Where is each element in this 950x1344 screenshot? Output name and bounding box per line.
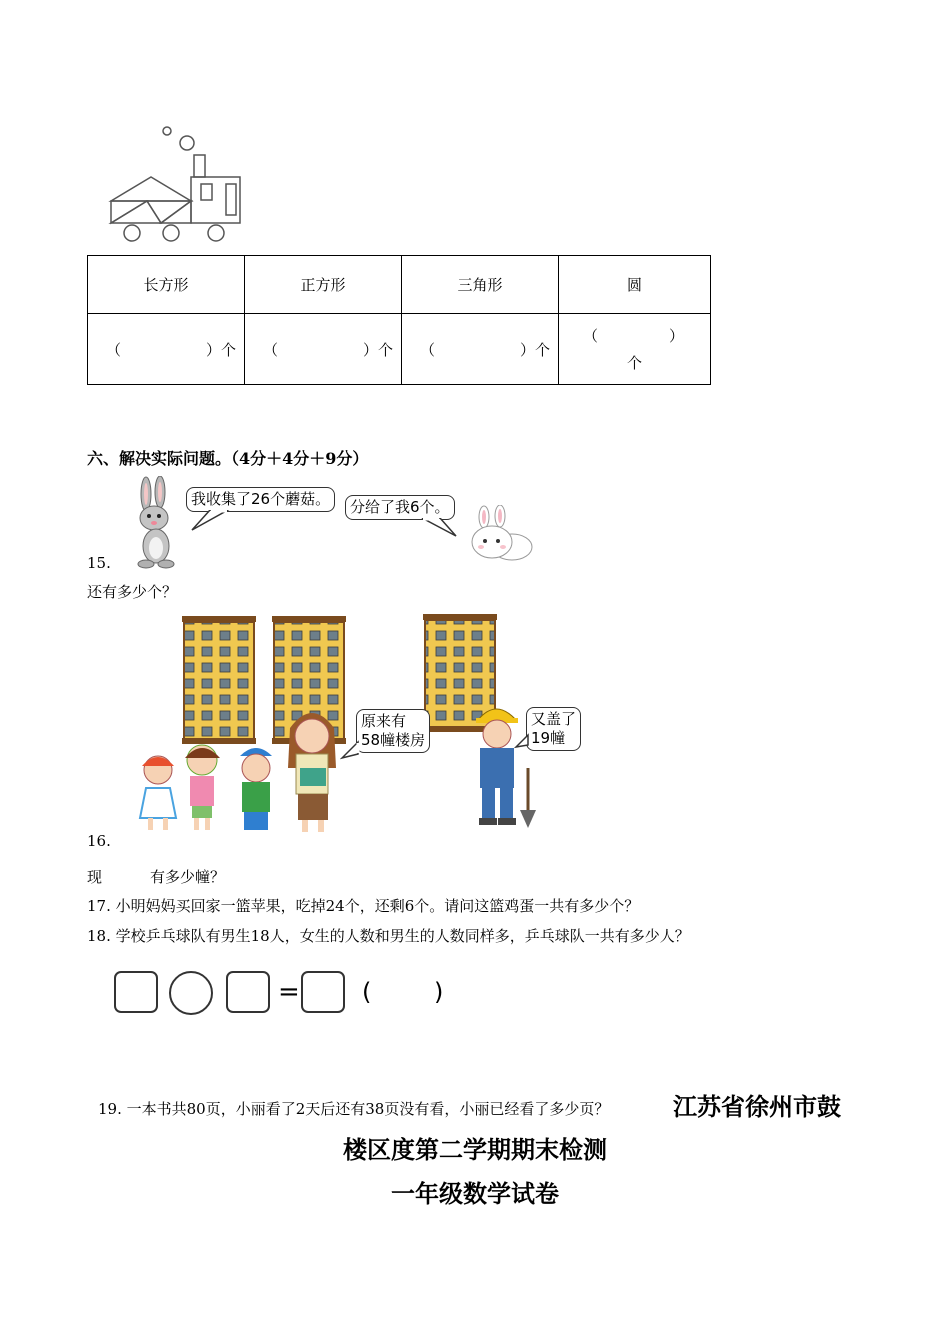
footer-title-line-2: 楼区度第二学期期末检测 (343, 1135, 607, 1164)
equals-sign: = (278, 977, 300, 1007)
bubble-tail (514, 733, 530, 749)
section-6-title: 六、解决实际问题。（4分＋4分＋9分） (87, 449, 369, 468)
header-circle: 圆 (559, 256, 711, 314)
answer-box-result[interactable] (301, 971, 345, 1013)
answer-cell-rectangle[interactable]: （ ）个 (88, 314, 245, 385)
header-square: 正方形 (245, 256, 402, 314)
speech-bubble-rabbit: 我收集了26个蘑菇。 (186, 487, 335, 512)
gray-rabbit-icon (128, 476, 186, 570)
girl-icon (185, 745, 220, 830)
footer-title-line-3: 一年级数学试卷 (391, 1179, 559, 1208)
question-19-text: 19. 一本书共80页，小丽看了2天后还有38页没有看，小丽已经看了多少页？ (98, 1100, 610, 1118)
answer-box-1[interactable] (114, 971, 158, 1013)
unit-right-paren: ) (434, 978, 444, 1006)
chimney-rectangle (194, 155, 205, 177)
wheel-circle-2 (163, 225, 179, 241)
white-bunny-icon (464, 505, 536, 563)
girl-icon (140, 756, 176, 830)
wagon-triangle-right (147, 201, 191, 223)
question-15-text: 还有多少个？ (87, 583, 178, 601)
header-rectangle: 长方形 (88, 256, 245, 314)
speech-bubble-worker: 又盖了 19幢 (526, 707, 581, 751)
footer-title-line-1: 江苏省徐州市鼓 (673, 1092, 841, 1121)
unit-left-paren: ( (362, 978, 372, 1006)
speech-bubble-teacher: 原来有 58幢楼房 (356, 709, 430, 753)
train-shape-figure (105, 122, 250, 244)
question-15-number: 15. (87, 554, 111, 572)
roof-triangle (111, 177, 191, 201)
answer-cell-triangle[interactable]: （ ）个 (402, 314, 559, 385)
wheel-circle-3 (208, 225, 224, 241)
children-and-teacher-illustration (130, 698, 360, 838)
wheel-circle-1 (124, 225, 140, 241)
question-16-text-a: 现 (87, 868, 103, 886)
bubble-tail (190, 510, 240, 534)
answer-cell-circle[interactable]: （ ） 个 (559, 314, 711, 385)
wagon-triangle-front (161, 201, 191, 223)
answer-cell-square[interactable]: （ ）个 (245, 314, 402, 385)
teacher-icon (288, 713, 336, 832)
speech-bubble-bunny: 分给了我6个。 (345, 495, 455, 520)
question-16-text-b: 有多少幢？ (150, 868, 226, 886)
door-rectangle (226, 184, 236, 215)
window-square (201, 184, 212, 200)
question-18-text: 18. 学校乒乓球队有男生18人，女生的人数和男生的人数同样多，乒乓球队一共有多少人？ (87, 927, 690, 945)
shape-count-table (87, 255, 711, 385)
bubble-tail (410, 518, 460, 540)
bubble-tail (340, 740, 362, 760)
smoke-circle-large (180, 136, 194, 150)
header-triangle: 三角形 (402, 256, 559, 314)
smoke-circle-small (163, 127, 171, 135)
question-16-number: 16. (87, 832, 111, 850)
operator-circle[interactable] (169, 971, 213, 1015)
boy-icon (240, 748, 272, 830)
question-17-text: 17. 小明妈妈买回家一篮苹果，吃掉24个，还剩6个。请问这篮鸡蛋一共有多少个？ (87, 897, 640, 915)
answer-box-2[interactable] (226, 971, 270, 1013)
